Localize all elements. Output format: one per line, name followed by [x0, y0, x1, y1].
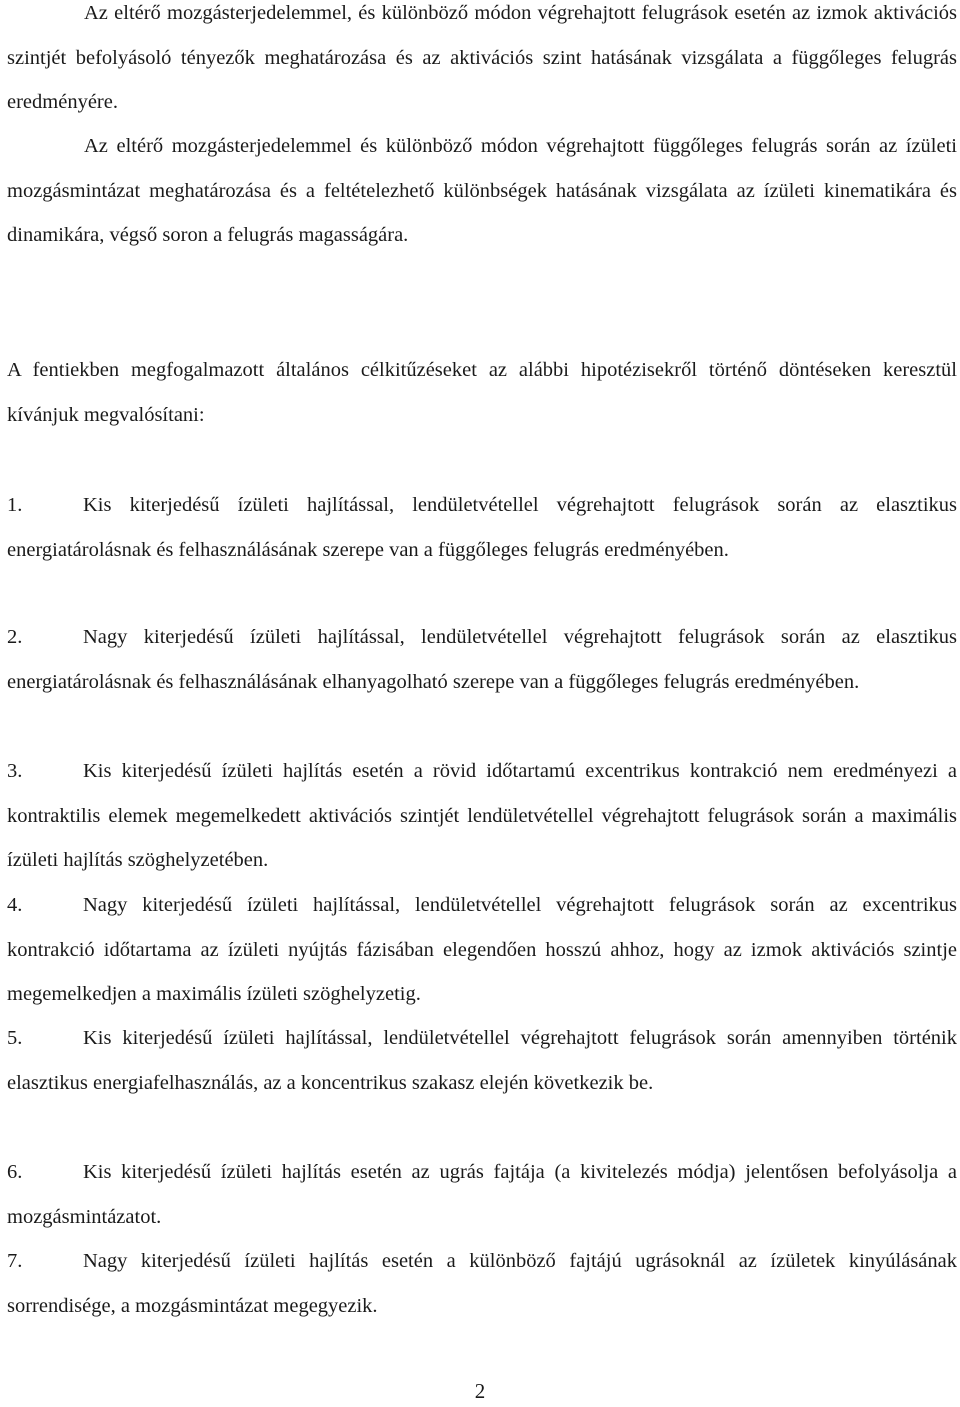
hypothesis-number: 1.: [7, 494, 23, 516]
hypothesis-item-2: [7, 615, 957, 704]
hypothesis-item-7: [7, 1239, 957, 1328]
hypothesis-text: Kis kiterjedésű ízületi hajlítás esetén a rövid időtartamú excentrikus kontrakció nem eredményezi a kontraktilis elemek megemelkedett aktivációs szintjét lendületvétellel végrehajtott felugrások során a maximális ízületi hajlítás szöghelyzetében.: [7, 760, 957, 872]
hypothesis-text: Nagy kiterjedésű ízületi hajlítással, lendületvétellel végrehajtott felugrások során az elasztikus energiatárolásnak és felhasználásának elhanyagolható szerepe van a függőleges felugrás eredményében.: [7, 626, 957, 693]
hypothesis-number: 4.: [7, 894, 23, 916]
paragraph-intro-hypotheses: A fentiekben megfogalmazott általános célkitűzéseket az alábbi hipotézisekről történő döntéseken keresztül kívánjuk megvalósítani:: [7, 359, 957, 426]
hypothesis-number: 2.: [7, 626, 23, 648]
hypothesis-text: Kis kiterjedésű ízületi hajlítással, lendületvétellel végrehajtott felugrások során az elasztikus energiatárolásnak és felhasználásának szerepe van a függőleges felugrás eredményében.: [7, 494, 957, 561]
hypothesis-item-3: [7, 749, 957, 883]
paragraph-objective-1: Az eltérő mozgásterjedelemmel, és különböző módon végrehajtott felugrások esetén az izmok aktivációs szintjét befolyásoló tényezők meghatározása és az aktivációs szint hatásának vizsgálata a függőleges felugrás eredményére.: [7, 2, 957, 113]
hypothesis-number: 7.: [7, 1250, 23, 1272]
paragraph-objective-2: Az eltérő mozgásterjedelemmel és különböző módon végrehajtott függőleges felugrás során az ízületi mozgásmintázat meghatározása és a feltételezhető különbségek hatásának vizsgálata az ízületi kinematikára és dinamikára, végső soron a felugrás magasságára.: [7, 135, 957, 246]
hypothesis-text: Kis kiterjedésű ízületi hajlítással, lendületvétellel végrehajtott felugrások során amennyiben történik elasztikus energiafelhasználás, az a koncentrikus szakasz elején következik be.: [7, 1027, 957, 1094]
hypothesis-item-1: [7, 483, 957, 572]
page-number: 2: [474, 1379, 486, 1403]
hypothesis-number: 3.: [7, 760, 23, 782]
hypothesis-text: Nagy kiterjedésű ízületi hajlítással, lendületvétellel végrehajtott felugrások során az excentrikus kontrakció időtartama az ízületi nyújtás fázisában elegendően hosszú ahhoz, hogy az izmok aktivációs szintje megemelkedjen a maximális ízületi szöghelyzetig.: [7, 894, 957, 1006]
hypothesis-number: 6.: [7, 1161, 23, 1183]
hypothesis-item-6: [7, 1150, 957, 1239]
hypothesis-text: Nagy kiterjedésű ízületi hajlítás esetén a különböző fajtájú ugrásoknál az ízületek kinyúlásának sorrendisége, a mozgásmintázat megegyezik.: [7, 1250, 957, 1317]
hypothesis-text: Kis kiterjedésű ízületi hajlítás esetén az ugrás fajtája (a kivitelezés módja) jelentősen befolyásolja a mozgásmintázatot.: [7, 1161, 957, 1228]
hypothesis-number: 5.: [7, 1027, 23, 1049]
hypothesis-item-5: [7, 1016, 957, 1105]
hypothesis-item-4: [7, 883, 957, 1017]
